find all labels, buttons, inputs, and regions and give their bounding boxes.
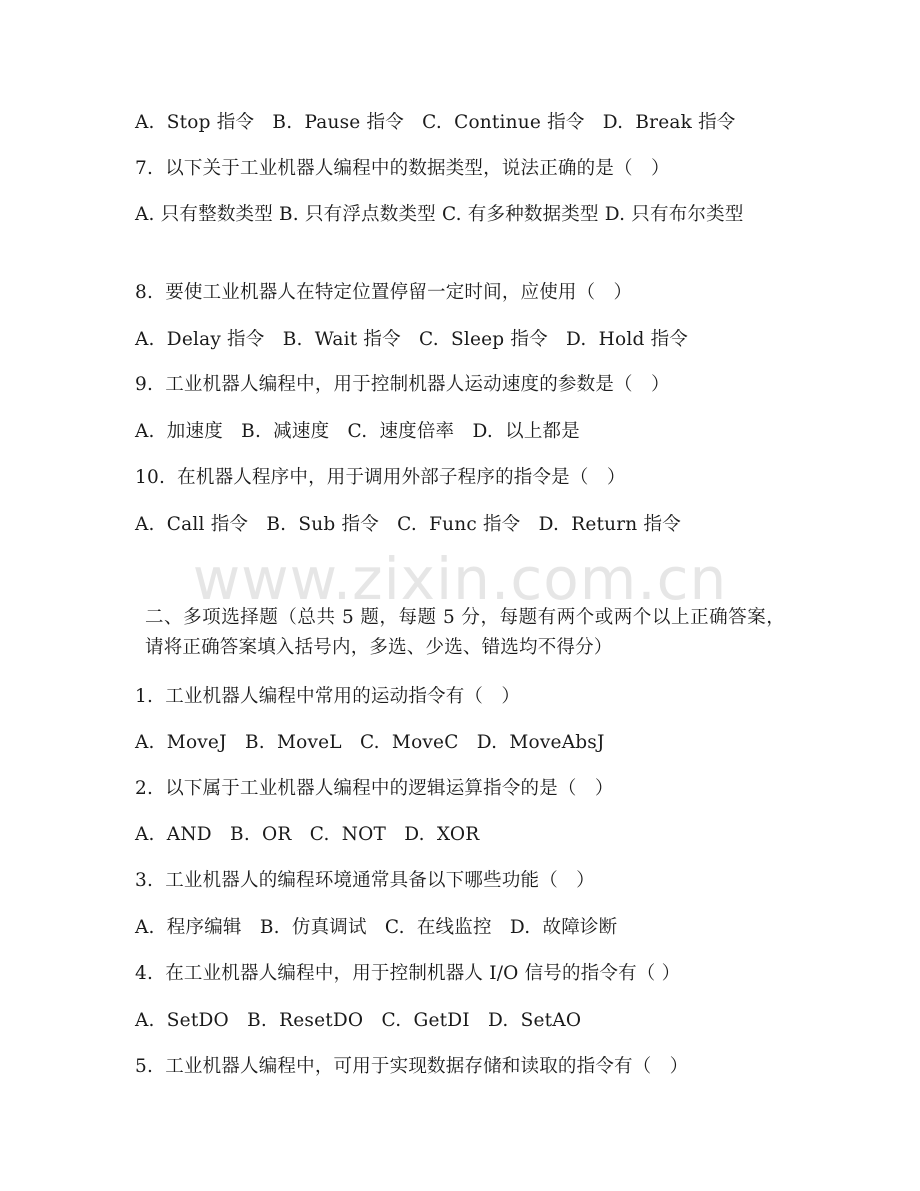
mq1-question: 1. 工业机器人编程中常用的运动指令有（ ） bbox=[135, 686, 521, 707]
mq3-question: 3. 工业机器人的编程环境通常具备以下哪些功能（ ） bbox=[135, 870, 595, 891]
watermark: www.zixin.com.cn bbox=[192, 545, 728, 613]
q8-question: 8. 要使工业机器人在特定位置停留一定时间，应使用（ ） bbox=[135, 282, 633, 303]
mq5-question: 5. 工业机器人编程中，可用于实现数据存储和读取的指令有（ ） bbox=[135, 1056, 689, 1077]
q9-options: A. 加速度 B. 减速度 C. 速度倍率 D. 以上都是 bbox=[135, 421, 580, 442]
mq3-options: A. 程序编辑 B. 仿真调试 C. 在线监控 D. 故障诊断 bbox=[135, 917, 618, 938]
q7-options: A. 只有整数类型 B. 只有浮点数类型 C. 有多种数据类型 D. 只有布尔类型 bbox=[135, 204, 744, 225]
mq4-options: A. SetDO B. ResetDO C. GetDI D. SetAO bbox=[135, 1010, 582, 1031]
mq2-question: 2. 以下属于工业机器人编程中的逻辑运算指令的是（ ） bbox=[135, 778, 614, 799]
mq4-question: 4. 在工业机器人编程中，用于控制机器人 I/O 信号的指令有（ ） bbox=[135, 963, 681, 984]
q10-question: 10. 在机器人程序中，用于调用外部子程序的指令是（ ） bbox=[135, 467, 626, 488]
q6-options: A. Stop 指令 B. Pause 指令 C. Continue 指令 D. Break 指令 bbox=[135, 112, 736, 133]
mq1-options: A. MoveJ B. MoveL C. MoveC D. MoveAbsJ bbox=[135, 732, 605, 753]
q10-options: A. Call 指令 B. Sub 指令 C. Func 指令 D. Return 指令 bbox=[135, 514, 681, 535]
q8-options: A. Delay 指令 B. Wait 指令 C. Sleep 指令 D. Hold 指令 bbox=[135, 329, 688, 350]
q9-question: 9. 工业机器人编程中，用于控制机器人运动速度的参数是（ ） bbox=[135, 374, 670, 395]
section-heading: 二、多项选择题（总共 5 题，每题 5 分，每题有两个或两个以上正确答案，请将正确答案填入括号内，多选、少选、错选均不得分） bbox=[145, 607, 785, 658]
q7-question: 7. 以下关于工业机器人编程中的数据类型，说法正确的是（ ） bbox=[135, 158, 670, 179]
mq2-options: A. AND B. OR C. NOT D. XOR bbox=[135, 824, 480, 845]
